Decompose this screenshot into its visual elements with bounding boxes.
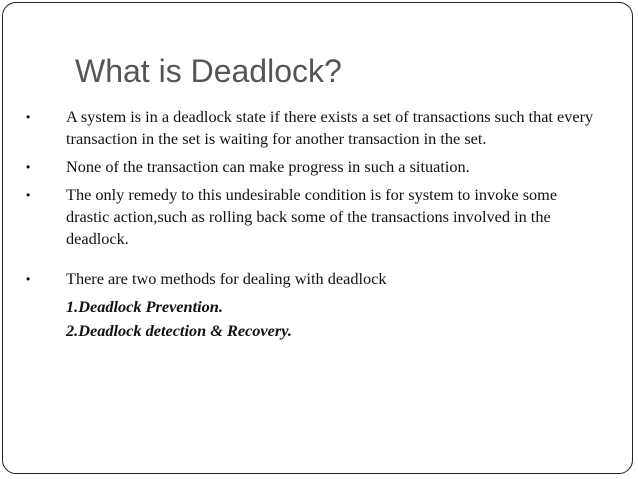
slide	[2, 2, 633, 474]
bullet-dot: •	[26, 110, 31, 124]
method-detection-recovery: 2.Deadlock detection & Recovery.	[66, 321, 292, 340]
bullet-list	[3, 106, 634, 344]
bullet-text: There are two methods for dealing with deadlock	[66, 269, 387, 288]
bullet-item	[3, 156, 634, 178]
bullet-item	[3, 184, 634, 250]
bullet-dot: •	[26, 160, 31, 174]
bullet-text: A system is in a deadlock state if there exists a set of transactions such that every transaction in the set is waiting for another transaction in the set.	[66, 107, 594, 148]
bullet-item	[3, 106, 634, 150]
bullet-item	[3, 268, 634, 290]
method-prevention: 1.Deadlock Prevention.	[66, 297, 223, 316]
bullet-text: None of the transaction can make progress in such a situation.	[66, 157, 470, 176]
bullet-text: The only remedy to this undesirable condition is for system to invoke some drastic action,such as rolling back some of the transactions involved in the deadlock.	[66, 185, 558, 248]
bullet-dot: •	[26, 188, 31, 202]
bullet-dot: •	[26, 272, 31, 286]
slide-title: What is Deadlock?	[75, 53, 342, 89]
